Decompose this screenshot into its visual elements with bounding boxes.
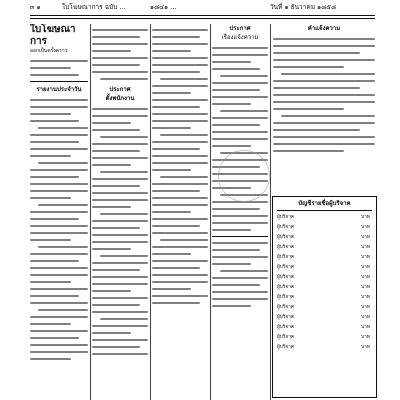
donor-amount: บาท	[361, 335, 370, 340]
header-rule	[30, 15, 375, 16]
donor-name: ผู้บริจาค	[277, 345, 295, 350]
donor-name: ผู้บริจาค	[277, 245, 295, 250]
col5-heading: คำแจ้งความ	[307, 25, 341, 32]
faded-seal	[218, 150, 270, 202]
donor-amount: บาท	[361, 315, 370, 320]
donor-amount: บาท	[361, 305, 370, 310]
donor-amount: บาท	[361, 215, 370, 220]
list-item	[273, 303, 376, 313]
donor-amount: บาท	[361, 255, 370, 260]
header-page-number: ๓ ๑	[30, 3, 41, 11]
donor-list-heading: บัญชีรายชื่อผู้บริจาค	[298, 200, 351, 207]
donor-name: ผู้บริจาค	[277, 305, 295, 310]
donor-amount: บาท	[361, 235, 370, 240]
list-item	[273, 313, 376, 323]
col2-heading-b: ตั้งพนักงาน	[105, 95, 135, 102]
donor-amount: บาท	[361, 285, 370, 290]
header-rule-2	[30, 18, 375, 19]
column-1	[30, 24, 88, 400]
list-item	[273, 233, 376, 243]
header-publication: ใบโฆษณาการ ฉบับ ...	[62, 3, 126, 11]
donor-amount: บาท	[361, 225, 370, 230]
donor-list-box	[272, 196, 377, 398]
list-item	[273, 263, 376, 273]
donor-amount: บาท	[361, 245, 370, 250]
list-item	[273, 293, 376, 303]
section-heading: รายงานประจำวัน	[36, 86, 82, 93]
donor-name: ผู้บริจาค	[277, 295, 295, 300]
col4-heading: ประกาศ	[229, 25, 251, 32]
masthead-title: ใบโฆษณาการ	[30, 24, 76, 47]
donor-list	[273, 213, 376, 353]
list-item	[273, 273, 376, 283]
list-item	[273, 253, 376, 263]
column-2	[92, 24, 148, 400]
page-header	[0, 0, 400, 14]
donor-name: ผู้บริจาค	[277, 335, 295, 340]
donor-amount: บาท	[361, 295, 370, 300]
list-item	[273, 213, 376, 223]
column-divider-4	[270, 24, 271, 400]
donor-name: ผู้บริจาค	[277, 265, 295, 270]
donor-name: ผู้บริจาค	[277, 285, 295, 290]
column-divider-2	[150, 24, 151, 400]
list-item	[273, 343, 376, 353]
masthead-subtitle: ออกเป็นครั้งคราว	[30, 48, 68, 54]
donor-name: ผู้บริจาค	[277, 235, 295, 240]
list-item	[273, 333, 376, 343]
donor-name: ผู้บริจาค	[277, 215, 295, 220]
col2-heading-a: ประกาศ	[109, 86, 131, 93]
list-item	[273, 243, 376, 253]
donor-name: ผู้บริจาค	[277, 225, 295, 230]
list-item	[273, 323, 376, 333]
donor-name: ผู้บริจาค	[277, 315, 295, 320]
donor-name: ผู้บริจาค	[277, 255, 295, 260]
column-3	[152, 24, 208, 400]
column-4	[212, 24, 268, 400]
header-issue: ๑๘๔๑ ...	[150, 3, 177, 11]
donor-amount: บาท	[361, 265, 370, 270]
donor-name: ผู้บริจาค	[277, 275, 295, 280]
list-item	[273, 283, 376, 293]
donor-name: ผู้บริจาค	[277, 325, 295, 330]
column-divider-1	[90, 24, 91, 400]
donor-amount: บาท	[361, 345, 370, 350]
list-item	[273, 223, 376, 233]
col4-subheading: เรื่องแจ้งความ	[221, 34, 259, 41]
header-date: วันที่ ๑ ธันวาคม ๑๘๕๘	[270, 3, 337, 11]
donor-amount: บาท	[361, 325, 370, 330]
column-divider-3	[210, 24, 211, 400]
donor-amount: บาท	[361, 275, 370, 280]
